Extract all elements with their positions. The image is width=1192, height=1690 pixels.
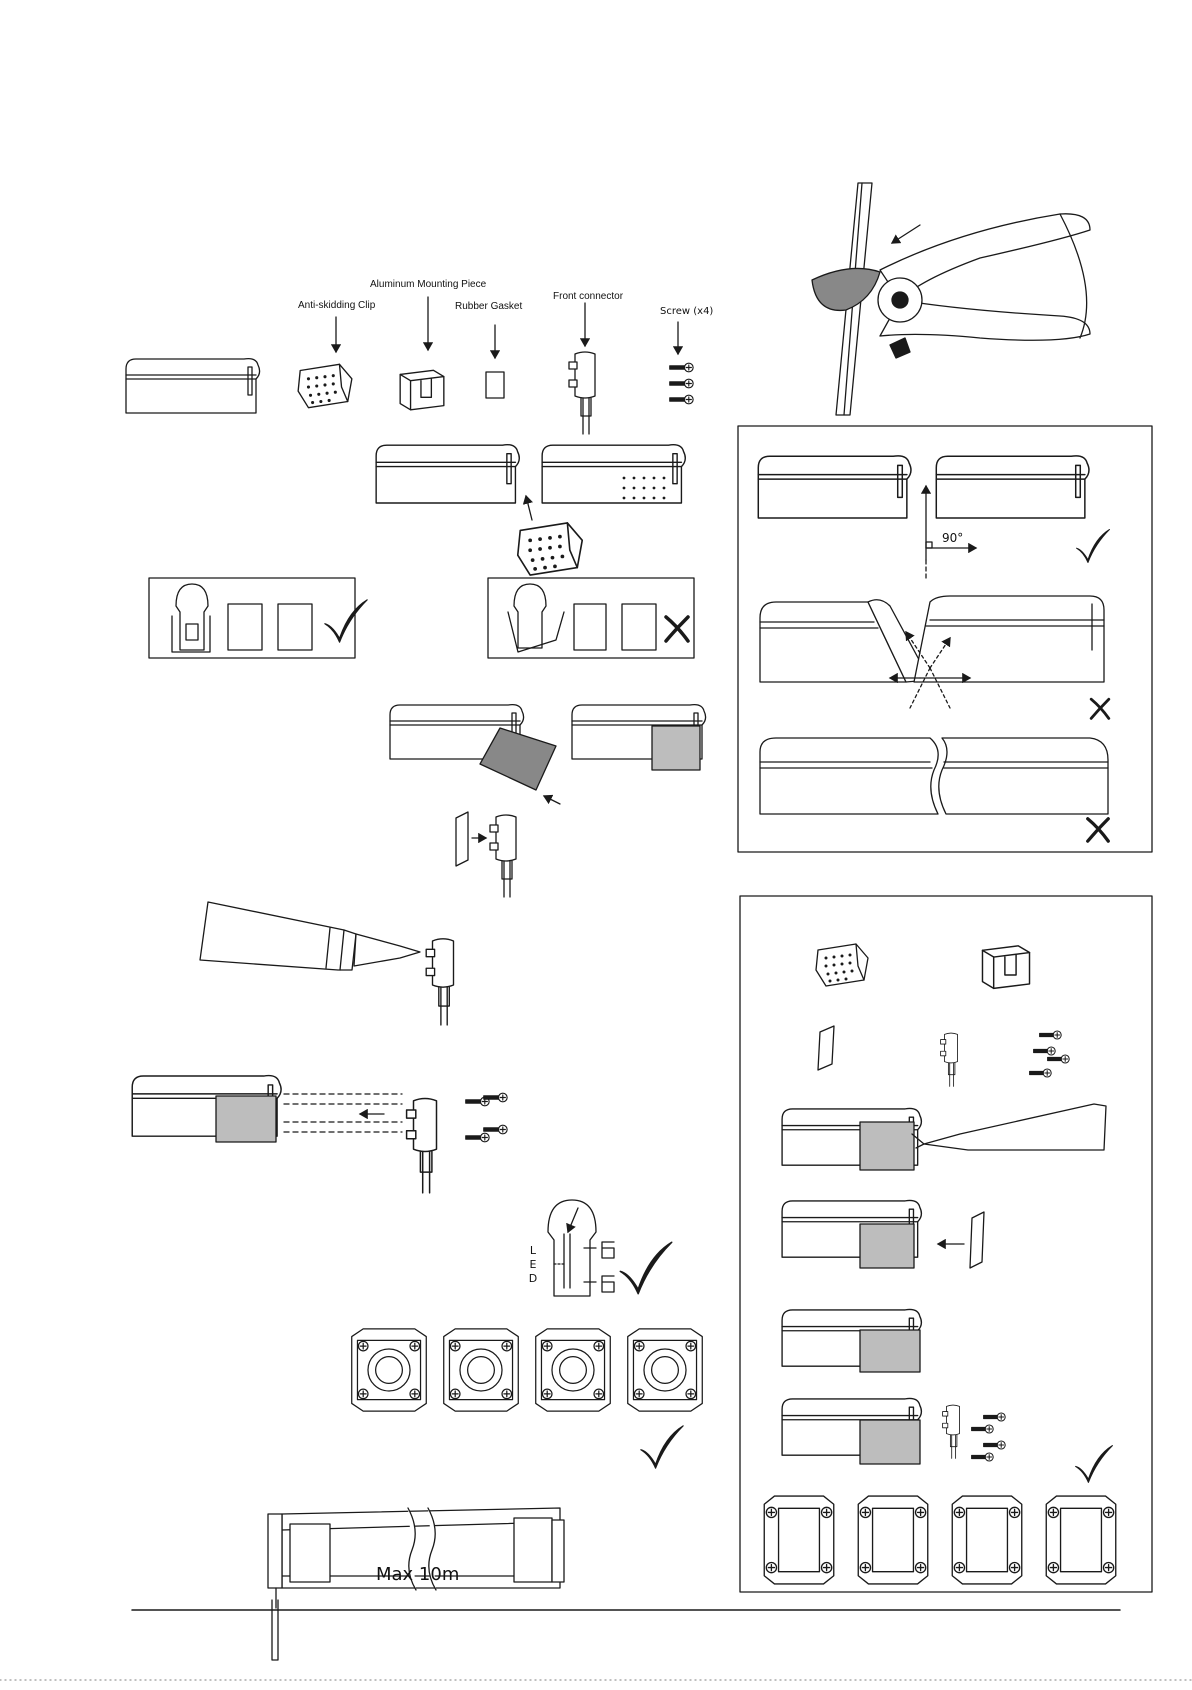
screw-part xyxy=(484,1125,507,1134)
mounting-piece-step xyxy=(390,705,706,897)
screw-part xyxy=(1048,1055,1070,1063)
neon-tube xyxy=(376,445,519,503)
end-caps-row xyxy=(352,1329,703,1468)
mounting-piece-part xyxy=(982,946,1029,989)
led-letter: L xyxy=(529,1244,537,1257)
check-icon xyxy=(325,600,367,642)
end-cap-front-view xyxy=(352,1329,427,1411)
screw-label: Screw (x4) xyxy=(660,306,714,317)
cross-icon xyxy=(1088,819,1109,841)
check-icon xyxy=(1076,1446,1113,1483)
screw-part xyxy=(1030,1069,1052,1077)
screw-part xyxy=(972,1425,994,1433)
screw-part xyxy=(972,1453,994,1461)
max-length-label: Max 10m xyxy=(376,1564,460,1585)
end-cap-front-view xyxy=(952,1496,1022,1584)
front-connector-label: Front connector xyxy=(553,291,624,302)
end-cap-front-view xyxy=(858,1496,928,1584)
glue-step xyxy=(200,902,454,1025)
pipe-cutter-illustration xyxy=(812,183,1090,415)
front-connector-part xyxy=(407,1099,437,1193)
insert-clip-step xyxy=(376,445,685,575)
aluminum-mounting-piece-label: Aluminum Mounting Piece xyxy=(370,279,487,290)
screw-part xyxy=(670,379,693,388)
front-connector-part xyxy=(569,352,595,434)
check-icon xyxy=(1076,529,1109,562)
mounting-piece-part xyxy=(400,370,444,410)
front-connector-part xyxy=(941,1033,958,1086)
assemble-step xyxy=(132,1076,507,1193)
screw-part xyxy=(984,1413,1006,1421)
anti-skidding-clip-label: Anti-skidding Clip xyxy=(298,300,376,311)
end-cap-front-view xyxy=(628,1329,703,1411)
anti-skidding-clip-part xyxy=(298,364,352,407)
end-cap-front-view xyxy=(764,1496,834,1584)
cross-icon xyxy=(1091,699,1109,718)
cross-icon xyxy=(666,617,688,641)
screw-part xyxy=(670,395,693,404)
led-orientation-step xyxy=(548,1200,672,1296)
screw-part xyxy=(670,363,693,372)
screw-part xyxy=(1034,1047,1056,1055)
front-connector-part xyxy=(943,1405,960,1458)
cut-angle-label: 90° xyxy=(942,531,964,545)
neon-tube xyxy=(758,456,911,518)
led-letter: E xyxy=(529,1258,537,1271)
front-connector-part xyxy=(426,939,453,1025)
rubber-gasket-part xyxy=(818,1026,834,1070)
rubber-gasket-label: Rubber Gasket xyxy=(455,301,523,312)
rubber-gasket-part xyxy=(486,372,504,398)
parts-list-step xyxy=(126,297,693,434)
neon-tube xyxy=(126,359,260,413)
neon-tube xyxy=(936,456,1089,518)
led-letter: D xyxy=(528,1272,538,1285)
check-icon xyxy=(641,1426,683,1468)
anti-skidding-clip-part xyxy=(816,944,868,986)
end-cap-panel xyxy=(740,896,1152,1592)
neon-tube-with-clip xyxy=(542,445,685,503)
end-cap-front-view xyxy=(444,1329,519,1411)
front-connector-part xyxy=(490,815,516,897)
cut-angle-panel xyxy=(738,426,1152,852)
end-cap-front-view xyxy=(536,1329,611,1411)
arrow-insert xyxy=(526,496,532,520)
end-cap-front-view xyxy=(1046,1496,1116,1584)
clip-correct-box xyxy=(149,578,367,658)
clip-wrong-box xyxy=(488,578,694,658)
screw-part xyxy=(1040,1031,1062,1039)
screw-part xyxy=(984,1441,1006,1449)
anti-skidding-clip-part xyxy=(518,523,582,575)
check-icon xyxy=(620,1242,672,1294)
screw-part xyxy=(466,1133,489,1142)
